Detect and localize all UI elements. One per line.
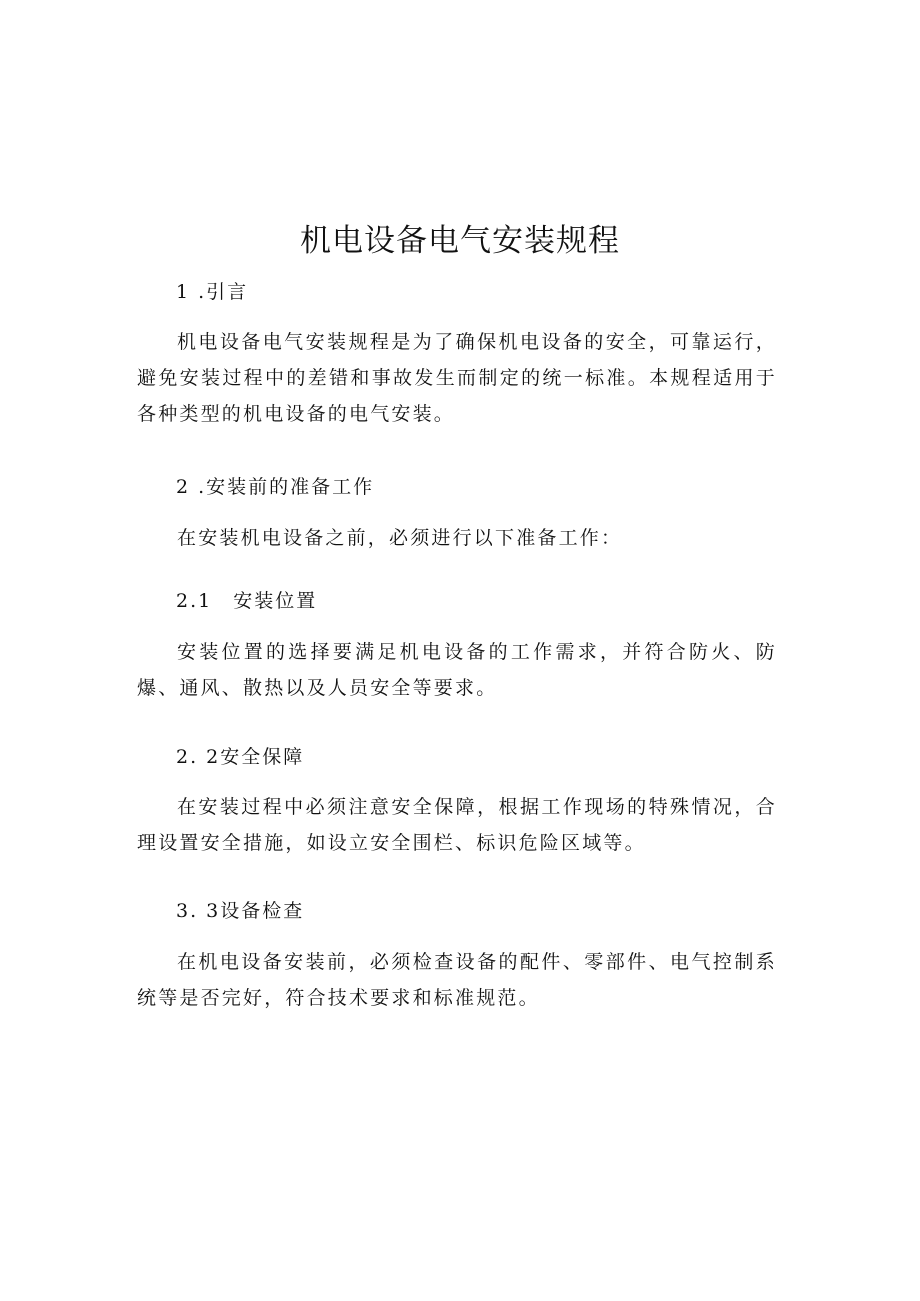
paragraph-preparation: 在安装机电设备之前，必须进行以下准备工作：	[177, 527, 623, 549]
paragraph-introduction: 机电设备电气安装规程是为了确保机电设备的安全，可靠运行，避免安装过程中的差错和事故发生而制定的统一标准。本规程适用于各种类型的机电设备的电气安装。	[137, 331, 777, 425]
paragraph-equipment-check: 在机电设备安装前，必须检查设备的配件、零部件、电气控制系统等是否完好，符合技术要求和标准规范。	[137, 951, 777, 1009]
paragraph-installation-location: 安装位置的选择要满足机电设备的工作需求，并符合防火、防爆、通风、散热以及人员安全等要求。	[137, 641, 777, 699]
section-heading-safety: 2. 2安全保障	[176, 746, 305, 768]
section-heading-installation-location: 2.1 安装位置	[176, 590, 318, 612]
document-title: 机电设备电气安装规程	[300, 223, 620, 259]
paragraph-safety: 在安装过程中必须注意安全保障，根据工作现场的特殊情况，合理设置安全措施，如设立安全围栏、标识危险区域等。	[137, 796, 777, 854]
section-heading-introduction: 1 .引言	[176, 281, 249, 303]
section-heading-preparation: 2 .安装前的准备工作	[176, 476, 375, 498]
section-heading-equipment-check: 3. 3设备检查	[176, 900, 305, 922]
